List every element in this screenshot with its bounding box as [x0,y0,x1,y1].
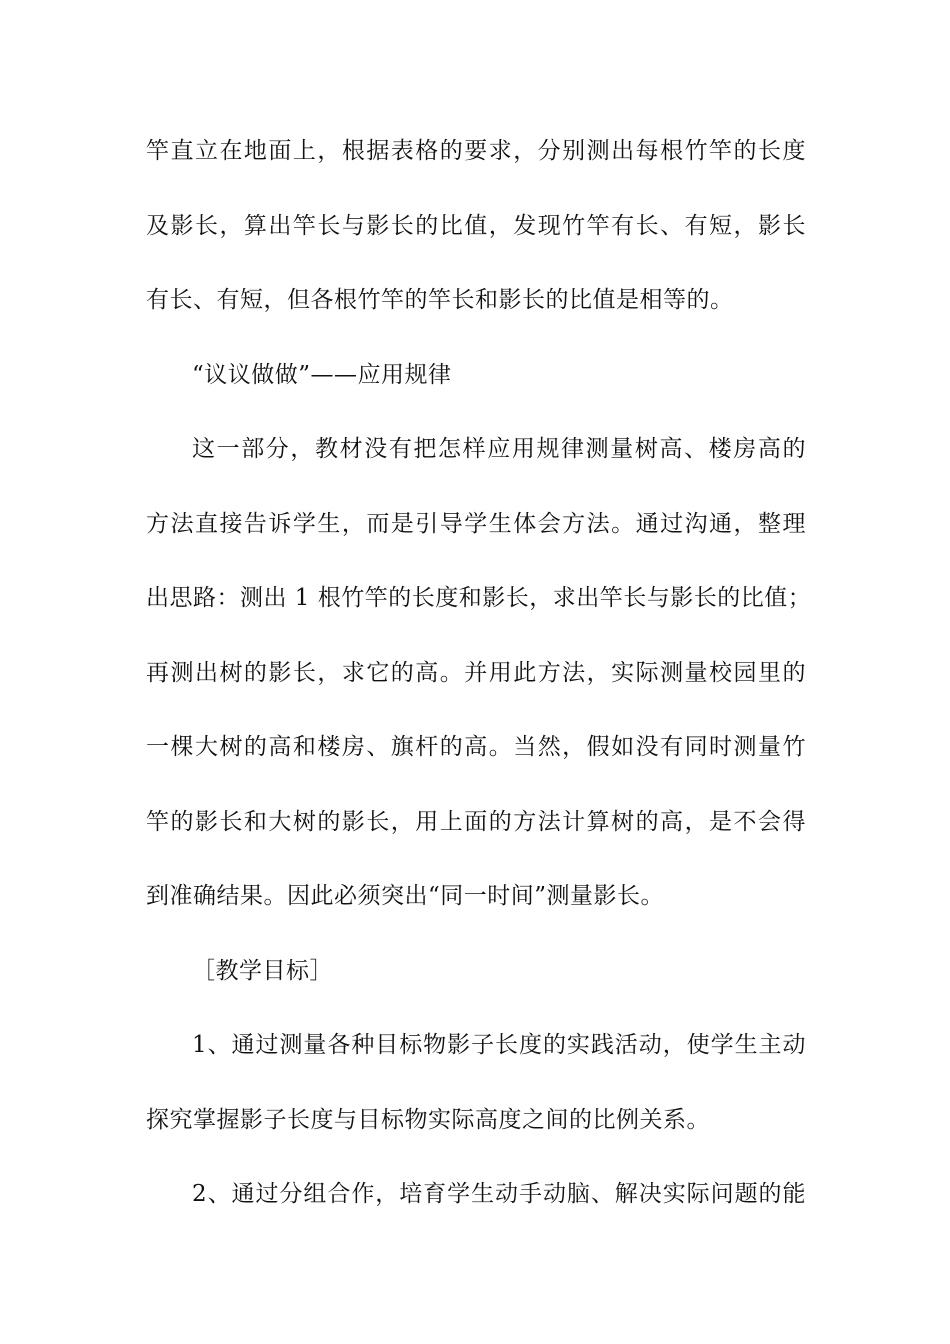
paragraph-line-8: 再测出树的影长，求它的高。并用此方法，实际测量校园里的 [146,659,806,686]
document-body [146,128,812,1246]
goal-1-line-1: 1、通过测量各种目标物影子长度的实践活动，使学生主动 [192,1032,806,1058]
paragraph-line-1: 竿直立在地面上，根据表格的要求，分别测出每根竹竿的长度 [146,138,806,164]
goal-2-line-1: 2、通过分组合作，培育学生动手动脑、解决实际问题的能 [192,1181,806,1207]
paragraph-line-10: 竿的影长和大树的影长，用上面的方法计算树的高，是不会得 [146,808,806,835]
section-heading-teaching-goals: ［教学目标］ [192,957,333,984]
paragraph-line-2: 及影长，算出竿长与影长的比值，发现竹竿有长、有短，影长 [146,212,806,239]
paragraph-line-5: 这一部分，教材没有把怎样应用规律测量树高、楼房高的 [192,436,806,462]
paragraph-line-11: 到准确结果。因此必须突出“同一时间”测量影长。 [146,883,665,909]
paragraph-line-9: 一棵大树的高和楼房、旗杆的高。当然，假如没有同时测量竹 [146,734,806,760]
section-heading-yiyi-zuozuo: “议议做做”——应用规律 [192,361,452,388]
paragraph-line-3: 有长、有短，但各根竹竿的竿长和影长的比值是相等的。 [146,287,734,313]
goal-1-line-2: 探究掌握影子长度与目标物实际高度之间的比例关系。 [146,1106,710,1133]
paragraph-line-6: 方法直接告诉学生，而是引导学生体会方法。通过沟通，整理 [146,510,806,537]
paragraph-line-7: 出思路：测出 1 根竹竿的长度和影长，求出竿长与影长的比值； [146,585,812,611]
